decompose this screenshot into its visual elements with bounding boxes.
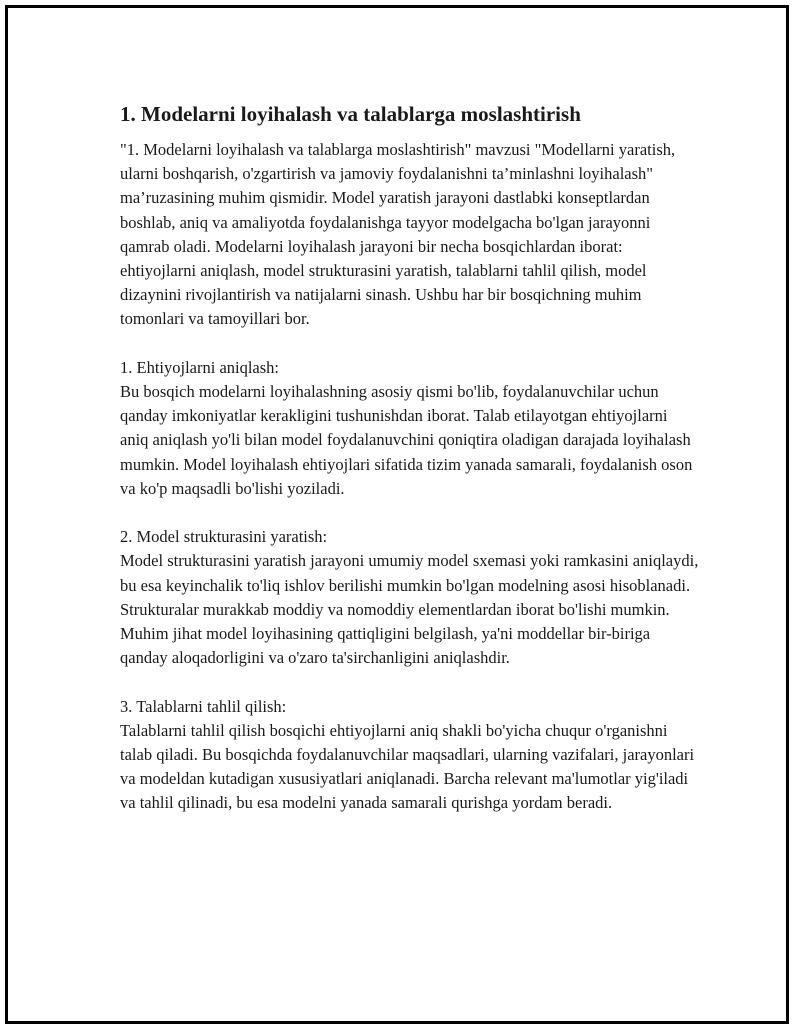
section-talablar xyxy=(120,695,700,816)
section-ehtiyojlar xyxy=(120,356,700,501)
intro-paragraph: "1. Modelarni loyihalash va talablarga moslashtirish" mavzusi "Modellarni yaratish, ularni boshqarish, o'zgartirish va jamoviy foydalanishni ta’minlashni loyihalash" ma’ruzasining muhim qismidir. Model yaratish jarayoni dastlabki konseptlardan boshlab, aniq va amaliyotda foydalanishga tayyor modelgacha bo'lgan jarayonni qamrab oladi. Modelarni loyihalash jarayoni bir necha bosqichlardan iborat: ehtiyojlarni aniqlash, model strukturasini yaratish, talablarni tahlil qilish, model dizaynini rivojlantirish va natijalarni sinash. Ushbu har bir bosqichning muhim tomonlari va tamoyillari bor. xyxy=(120,140,676,329)
section-heading: 3. Talablarni tahlil qilish: xyxy=(120,696,287,716)
section-body: Talablarni tahlil qilish bosqichi ehtiyojlarni aniq shakli bo'yicha chuqur o'rganishni talab qiladi. Bu bosqichda foydalanuvchilar maqsadlari, ularning vazifalari, jarayonlari va modeldan kutadigan xususiyatlari aniqlanadi. Barcha relevant ma'lumotlar yig'iladi va tahlil qilinadi, bu esa modelni yanada samarali qurishga yordam beradi. xyxy=(120,720,695,813)
section-heading: 1. Ehtiyojlarni aniqlash: xyxy=(120,357,280,377)
section-body: Model strukturasini yaratish jarayoni umumiy model sxemasi yoki ramkasini aniqlaydi, bu esa keyinchalik to'liq ishlov berilishi mumkin bo'lgan modelning asosi hisoblanadi. Strukturalar murakkab moddiy va nomoddiy elementlardan iborat bo'lishi mumkin. Muhim jihat model loyihasining qattiqligini belgilash, ya'ni moddellar bir-biriga qanday aloqadorligini va o'zaro ta'sirchanligini aniqlashdir. xyxy=(120,551,699,668)
section-heading: 2. Model strukturasini yaratish: xyxy=(120,527,328,547)
section-struktura xyxy=(120,525,700,670)
page-frame xyxy=(5,5,789,1024)
section-body: Bu bosqich modelarni loyihalashning asosiy qismi bo'lib, foydalanuvchilar uchun qanday imkoniyatlar kerakligini tushunishdan iborat. Talab etilayotgan ehtiyojlarni aniq aniqlash yo'li bilan model foydalanuvchini qoniqtira oladigan darajada loyihalash mumkin. Model loyihalash ehtiyojlari sifatida tizim yanada samarali, foydalanish oson va ko'p maqsadli bo'lishi yoziladi. xyxy=(120,382,693,498)
document-content xyxy=(120,100,700,840)
document-title: 1. Modelarni loyihalash va talablarga moslashtirish xyxy=(120,102,581,126)
